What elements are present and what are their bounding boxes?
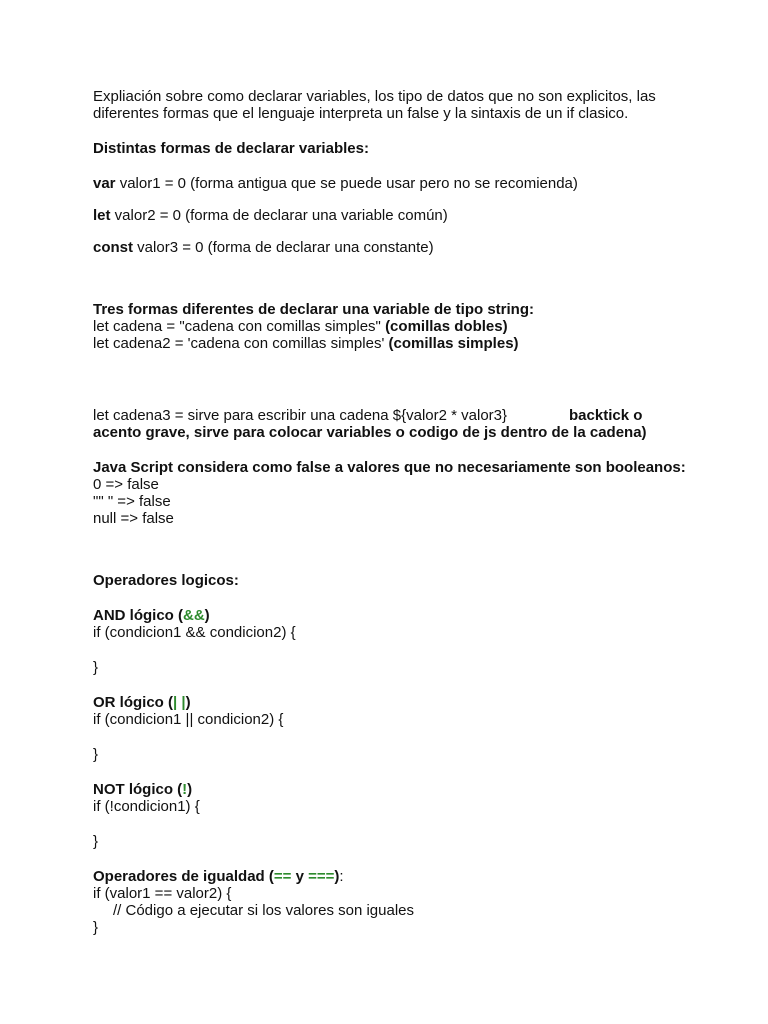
false-line-zero: 0 => false	[93, 476, 159, 493]
and-label: AND lógico (	[93, 607, 183, 624]
false-line-null: null => false	[93, 510, 174, 527]
string-single-note: (comillas simples)	[388, 335, 519, 352]
string-backtick-note-a: backtick o	[569, 407, 643, 424]
equality-end-brace: }	[93, 919, 99, 936]
equality-colon: :	[339, 868, 344, 885]
string-double-code: let cadena = "cadena con comillas simples"	[93, 318, 386, 335]
and-close: )	[204, 607, 210, 624]
false-line-empty-string: "" " => false	[93, 493, 171, 510]
let-keyword: let	[93, 207, 111, 224]
string-heading: Tres formas diferentes de declarar una variable de tipo string:	[93, 301, 534, 318]
or-if-line: if (condicion1 || condicion2) {	[93, 711, 284, 728]
string-backtick-line	[93, 407, 663, 441]
not-heading	[93, 781, 693, 798]
not-operator: !	[182, 781, 188, 798]
or-heading	[93, 694, 693, 711]
equality-label: Operadores de igualdad (	[93, 868, 274, 885]
or-end-brace: }	[93, 746, 99, 763]
document-body	[93, 88, 693, 936]
equality-comment-line: // Código a ejecutar si los valores son iguales	[113, 902, 414, 919]
or-close: )	[185, 694, 191, 711]
or-label: OR lógico (	[93, 694, 173, 711]
and-heading	[93, 607, 693, 624]
string-backtick-code: let cadena3 = sirve para escribir una cadena ${valor2 * valor3}	[93, 407, 508, 424]
and-end-brace: }	[93, 659, 99, 676]
equality-heading	[93, 868, 693, 885]
let-description: valor2 = 0 (forma de declarar una variable común)	[110, 207, 448, 224]
equality-if-line: if (valor1 == valor2) {	[93, 885, 232, 902]
string-single-line	[93, 335, 693, 352]
intro-paragraph: Expliación sobre como declarar variables, los tipo de datos que no son explicitos, las diferentes formas que el lenguaje interpreta un false y la sintaxis de un if clasico.	[93, 88, 660, 122]
or-operator: | |	[173, 694, 186, 711]
not-if-line: if (!condicion1) {	[93, 798, 200, 815]
string-single-code: let cadena2 = 'cadena con comillas simples'	[93, 335, 389, 352]
not-label: NOT lógico (	[93, 781, 183, 798]
false-heading: Java Script considera como false a valores que no necesariamente son booleanos:	[93, 459, 686, 476]
not-end-brace: }	[93, 833, 99, 850]
string-backtick-note-b: acento grave, sirve para colocar variables o codigo de js dentro de la cadena)	[93, 424, 647, 441]
const-description: valor3 = 0 (forma de declarar una constante)	[133, 239, 434, 256]
equality-operator-strict: ===	[308, 868, 335, 885]
equality-operator-loose: ==	[273, 868, 292, 885]
logic-heading: Operadores logicos:	[93, 572, 239, 589]
equality-close: )	[334, 868, 340, 885]
string-double-note: (comillas dobles)	[385, 318, 508, 335]
string-double-line	[93, 318, 693, 335]
var-description: valor1 = 0 (forma antigua que se puede usar pero no se recomienda)	[115, 175, 578, 192]
declare-heading: Distintas formas de declarar variables:	[93, 140, 369, 157]
const-keyword: const	[93, 239, 134, 256]
let-line	[93, 207, 693, 224]
and-operator: &&	[183, 607, 205, 624]
const-line	[93, 239, 693, 256]
equality-y: y	[291, 868, 309, 885]
var-line	[93, 175, 693, 192]
var-keyword: var	[93, 175, 116, 192]
not-close: )	[187, 781, 193, 798]
and-if-line: if (condicion1 && condicion2) {	[93, 624, 296, 641]
